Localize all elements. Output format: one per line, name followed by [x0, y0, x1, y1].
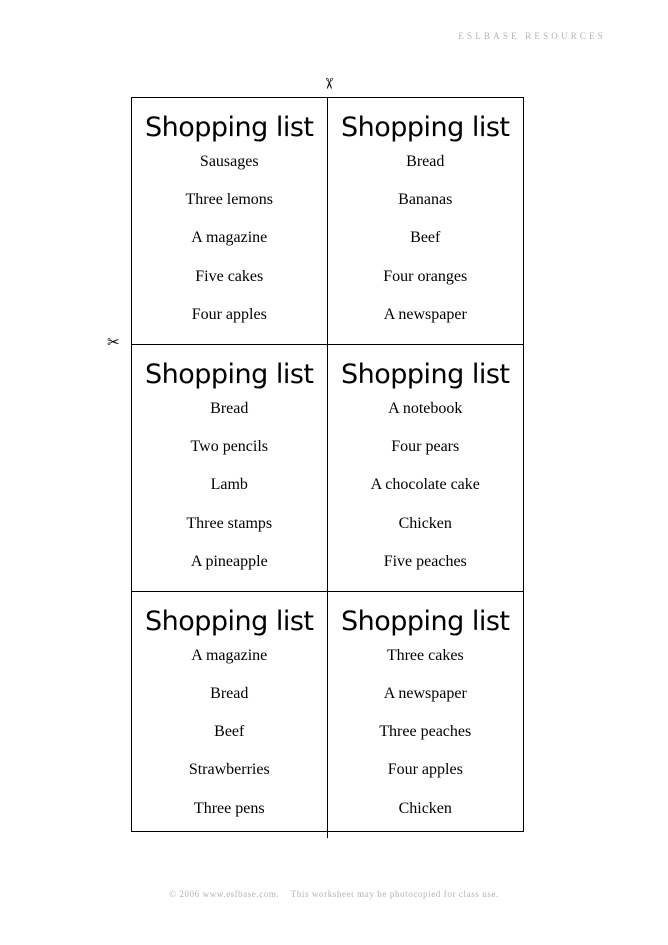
- list-item: A chocolate cake: [370, 476, 480, 494]
- list-item: Four pears: [391, 438, 460, 456]
- list-item: Chicken: [398, 514, 452, 532]
- list-item: Lamb: [210, 476, 248, 494]
- brand-header: ESLBASE RESOURCES: [458, 31, 606, 41]
- card-title: Shopping list: [144, 605, 314, 637]
- shopping-list-card: [132, 345, 328, 592]
- card-title: Shopping list: [340, 605, 510, 637]
- card-title: Shopping list: [340, 112, 510, 143]
- list-item: Beef: [410, 229, 441, 247]
- list-item: Three cakes: [386, 646, 464, 664]
- list-item: A magazine: [191, 646, 268, 664]
- footer-note: This worksheet may be photocopied for class use.: [290, 889, 499, 899]
- card-title: Shopping list: [340, 358, 510, 390]
- card-title: Shopping list: [144, 112, 314, 143]
- list-item: Three lemons: [185, 191, 274, 209]
- list-item: Sausages: [199, 153, 259, 170]
- footer: [0, 889, 668, 899]
- list-item: A notebook: [388, 399, 463, 417]
- footer-copyright: © 2006 www.eslbase.com.: [169, 889, 280, 899]
- scissors-icon: ✂: [107, 333, 120, 351]
- list-item: Bananas: [398, 191, 453, 209]
- shopping-list-card: [328, 98, 524, 345]
- shopping-list-grid: [131, 97, 524, 832]
- list-item: A pineapple: [190, 552, 268, 570]
- shopping-list-card: [328, 592, 524, 838]
- shopping-list-card: [132, 98, 328, 345]
- list-item: Four apples: [387, 761, 463, 779]
- list-item: Four apples: [191, 305, 267, 323]
- list-item: Three stamps: [186, 514, 273, 532]
- list-item: Beef: [214, 723, 245, 741]
- list-item: Three peaches: [379, 723, 472, 741]
- list-item: Bread: [210, 399, 249, 417]
- list-item: Bread: [406, 153, 445, 170]
- list-item: Five peaches: [383, 552, 467, 570]
- list-item: Chicken: [398, 799, 452, 817]
- list-item: A newspaper: [383, 305, 467, 323]
- list-item: A newspaper: [383, 685, 467, 703]
- list-item: Strawberries: [188, 761, 270, 779]
- shopping-list-card: [328, 345, 524, 592]
- list-item: A magazine: [191, 229, 268, 247]
- scissors-icon: ✂: [319, 77, 338, 90]
- list-item: Four oranges: [383, 267, 468, 285]
- card-title: Shopping list: [144, 358, 314, 390]
- list-item: Three pens: [193, 799, 265, 817]
- list-item: Two pencils: [190, 438, 269, 456]
- list-item: Bread: [210, 685, 249, 703]
- list-item: Five cakes: [195, 267, 264, 285]
- shopping-list-card: [132, 592, 328, 838]
